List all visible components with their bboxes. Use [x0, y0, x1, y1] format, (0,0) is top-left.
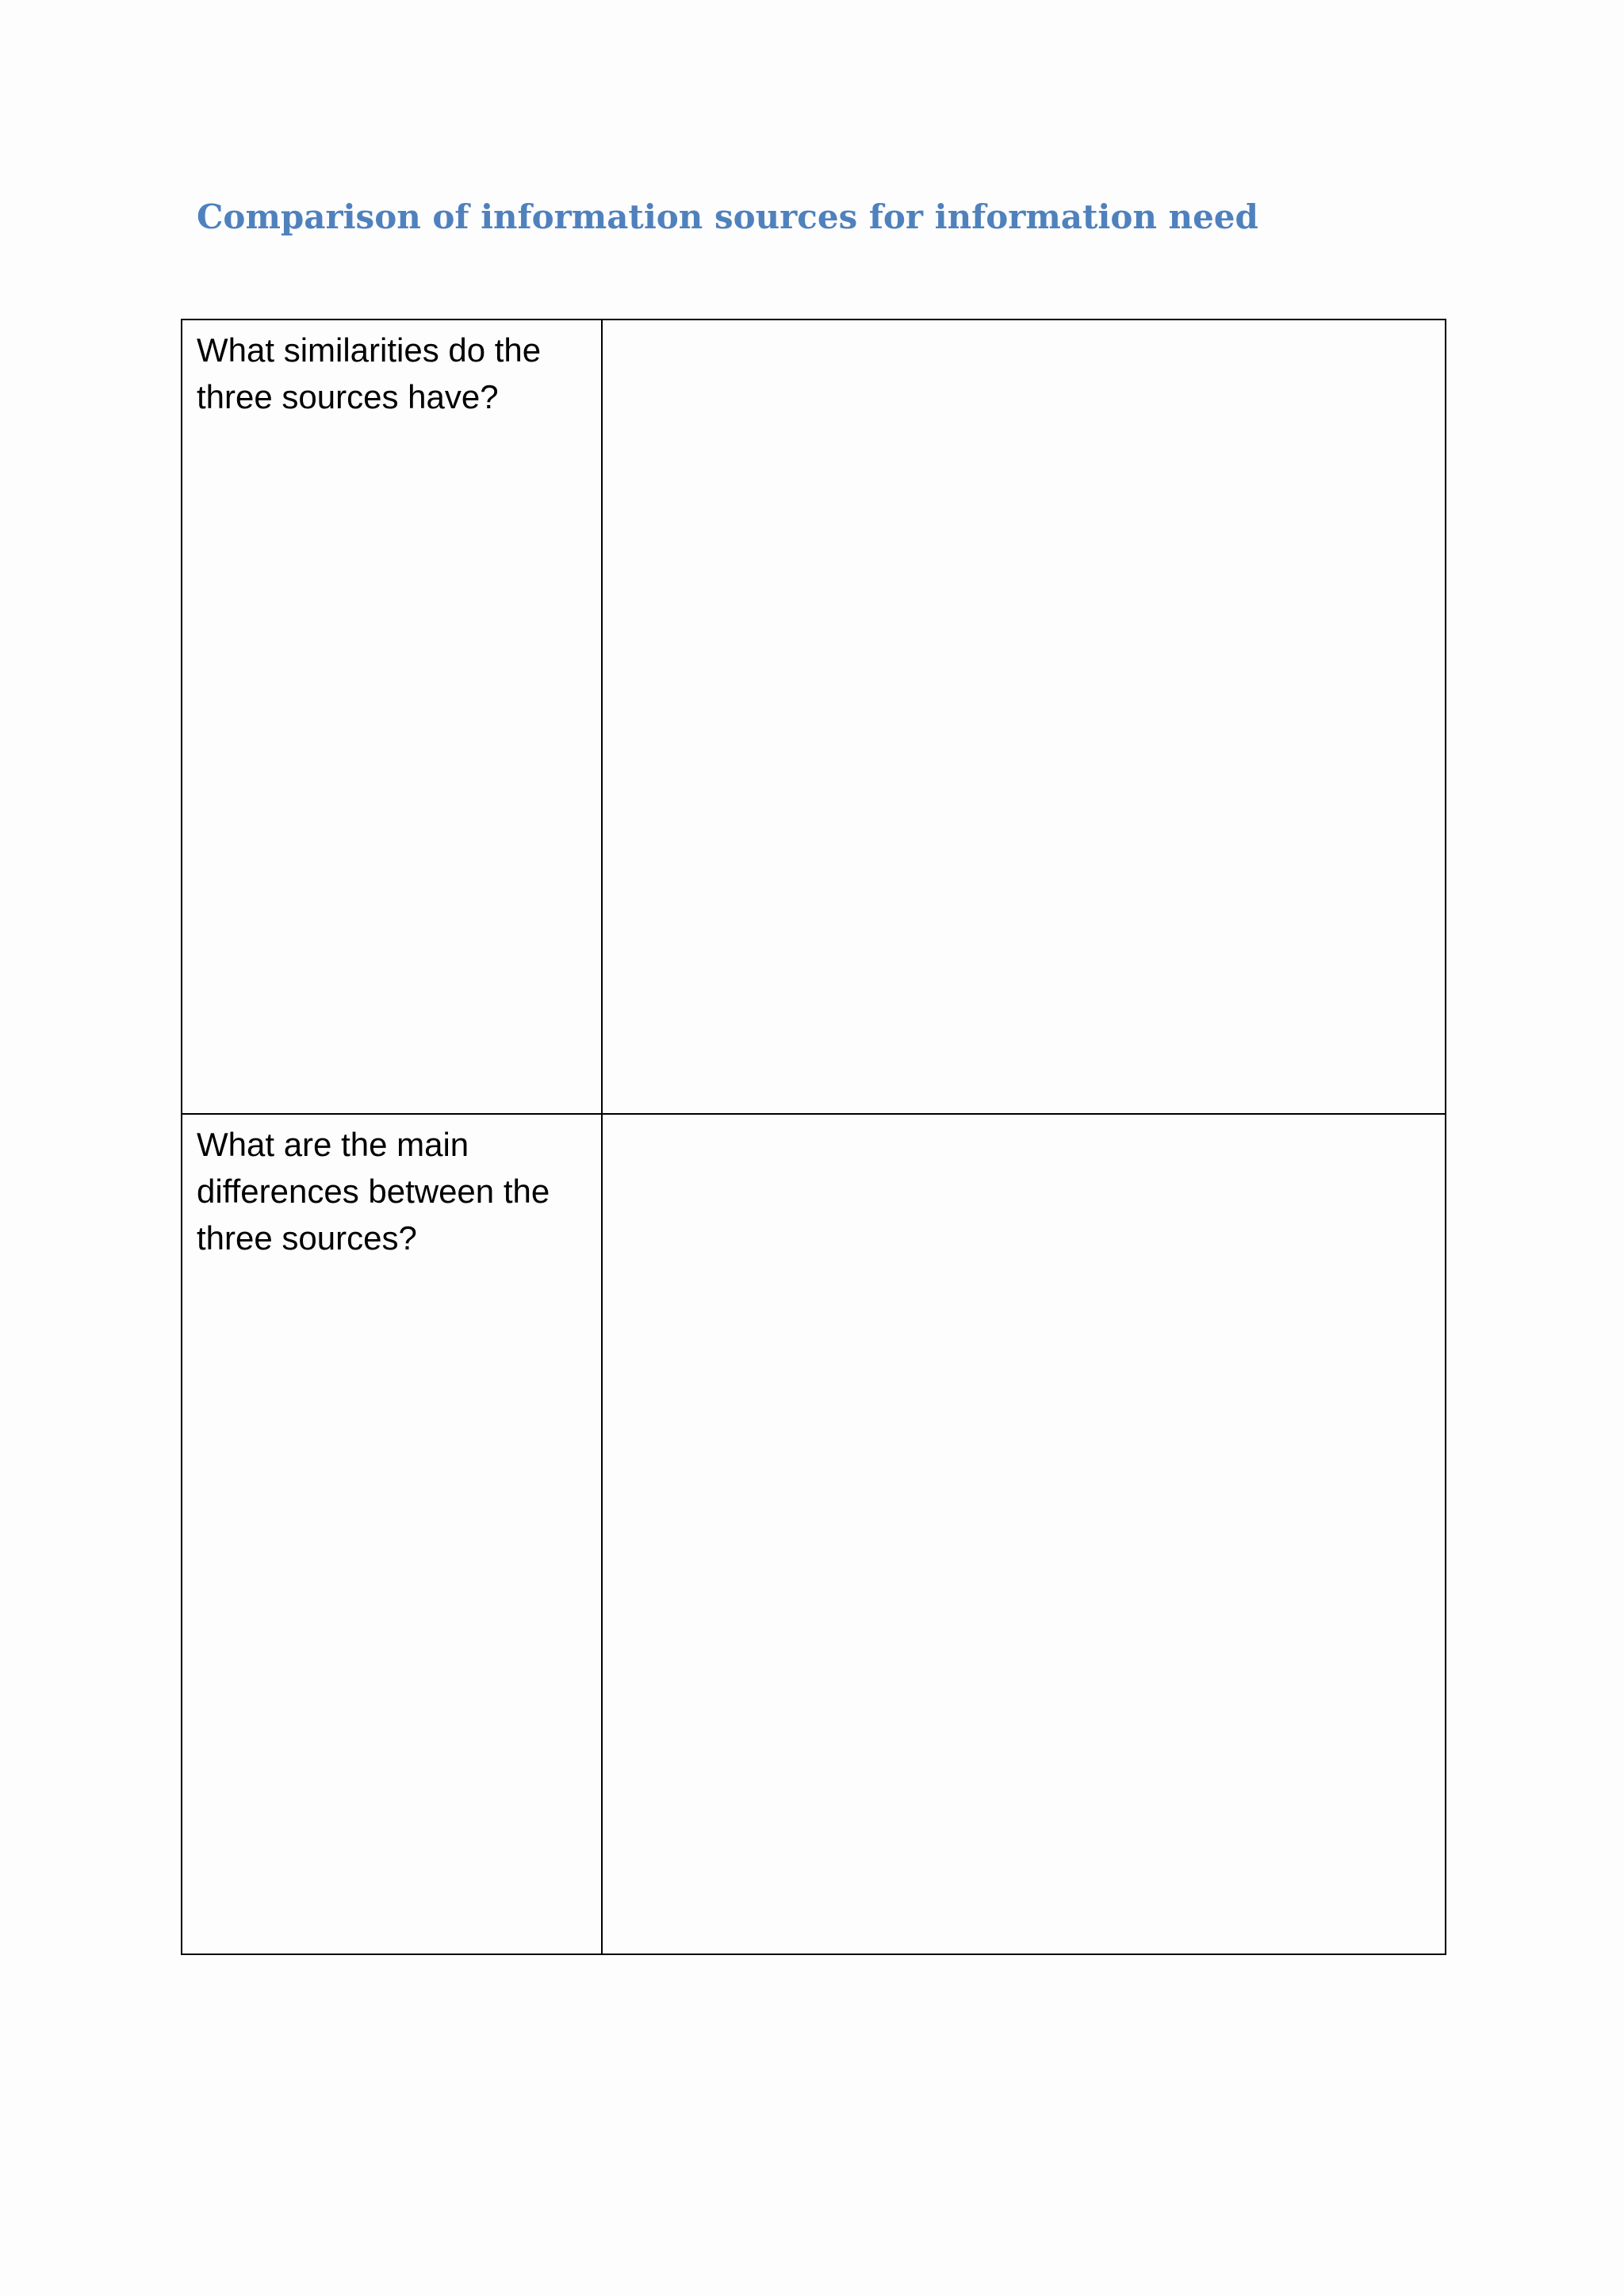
table-row-similarities — [182, 320, 1446, 1114]
table-row-differences — [182, 1114, 1446, 1954]
question-similarities: What similarities do the three sources have? — [197, 331, 542, 415]
answer-cell-differences[interactable] — [602, 1114, 1446, 1954]
answer-cell-similarities[interactable] — [602, 320, 1446, 1114]
comparison-table — [181, 319, 1446, 1955]
answer-differences[interactable] — [603, 1115, 1445, 1954]
question-differences: What are the main differences between the three sources? — [197, 1126, 550, 1257]
question-cell-similarities — [182, 320, 602, 1114]
question-cell-differences — [182, 1114, 602, 1954]
answer-similarities[interactable] — [603, 320, 1445, 1113]
page-title: Comparison of information sources for information need — [197, 197, 1258, 236]
